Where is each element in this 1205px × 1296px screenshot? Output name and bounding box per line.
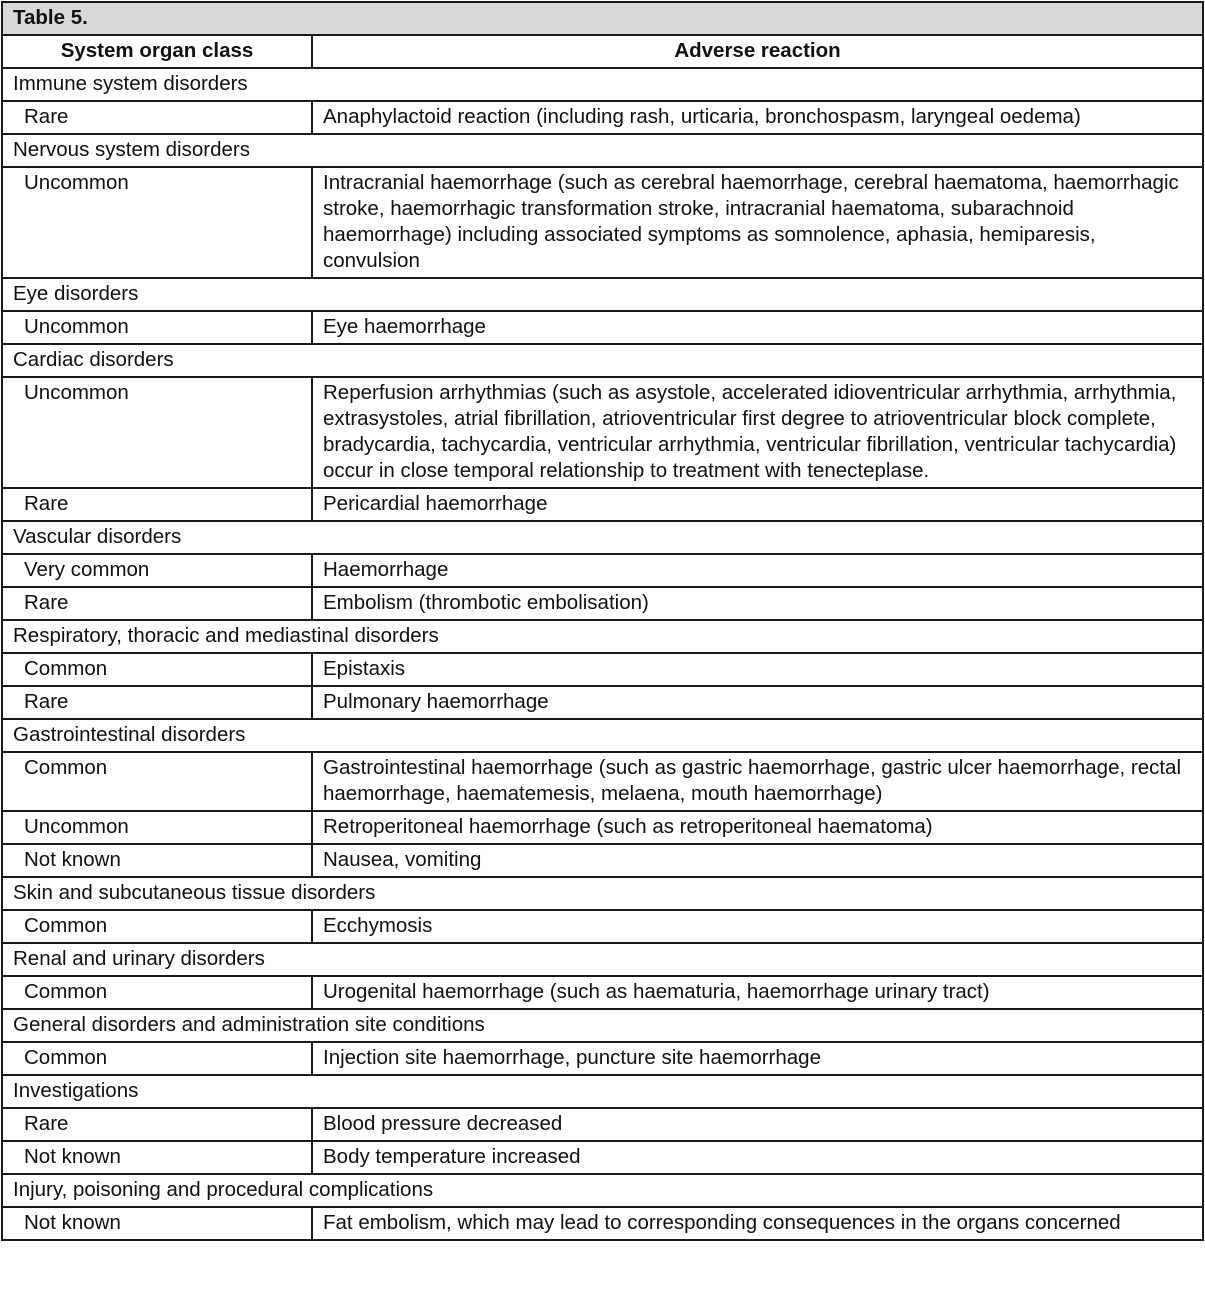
- system-organ-class-label: Investigations: [2, 1075, 1203, 1108]
- table-row: [2, 587, 1203, 620]
- category-row: [2, 1009, 1203, 1042]
- table-row: [2, 311, 1203, 344]
- adverse-reaction-cell: Reperfusion arrhythmias (such as asystole, accelerated idioventricular arrhythmia, arrhythmia, extrasystoles, atrial fibrillation, atrioventricular first degree to atrioventricular block complete, bradycardia, tachycardia, ventricular arrhythmia, ventricular fibrillation, ventricular tachycardia) occur in close temporal relationship to treatment with tenecteplase.: [312, 377, 1203, 488]
- adverse-reaction-cell: Fat embolism, which may lead to corresponding consequences in the organs concerned: [312, 1207, 1203, 1240]
- adverse-reaction-cell: Embolism (thrombotic embolisation): [312, 587, 1203, 620]
- adverse-reaction-cell: Nausea, vomiting: [312, 844, 1203, 877]
- adverse-reaction-cell: Pulmonary haemorrhage: [312, 686, 1203, 719]
- category-row: [2, 521, 1203, 554]
- table-row: [2, 844, 1203, 877]
- frequency-cell: Uncommon: [2, 811, 312, 844]
- adverse-reaction-cell: Pericardial haemorrhage: [312, 488, 1203, 521]
- table-row: [2, 686, 1203, 719]
- adverse-reaction-cell: Intracranial haemorrhage (such as cerebral haemorrhage, cerebral haematoma, haemorrhagic stroke, haemorrhagic transformation stroke, intracranial haematoma, subarachnoid haemorrhage) including associated symptoms as somnolence, aphasia, hemiparesis, convulsion: [312, 167, 1203, 278]
- system-organ-class-label: Gastrointestinal disorders: [2, 719, 1203, 752]
- category-row: [2, 68, 1203, 101]
- frequency-cell: Uncommon: [2, 167, 312, 278]
- system-organ-class-label: Renal and urinary disorders: [2, 943, 1203, 976]
- system-organ-class-label: Immune system disorders: [2, 68, 1203, 101]
- frequency-cell: Common: [2, 653, 312, 686]
- adverse-reaction-cell: Epistaxis: [312, 653, 1203, 686]
- frequency-cell: Common: [2, 752, 312, 811]
- category-row: [2, 719, 1203, 752]
- system-organ-class-label: General disorders and administration site conditions: [2, 1009, 1203, 1042]
- adverse-reaction-cell: Blood pressure decreased: [312, 1108, 1203, 1141]
- frequency-cell: Very common: [2, 554, 312, 587]
- category-row: [2, 1075, 1203, 1108]
- system-organ-class-label: Respiratory, thoracic and mediastinal disorders: [2, 620, 1203, 653]
- table-row: [2, 811, 1203, 844]
- column-header-system-organ-class: System organ class: [2, 35, 312, 68]
- frequency-cell: Rare: [2, 1108, 312, 1141]
- table-row: [2, 377, 1203, 488]
- adverse-reaction-cell: Body temperature increased: [312, 1141, 1203, 1174]
- table-row: [2, 167, 1203, 278]
- system-organ-class-label: Vascular disorders: [2, 521, 1203, 554]
- adverse-reaction-cell: Injection site haemorrhage, puncture site haemorrhage: [312, 1042, 1203, 1075]
- frequency-cell: Not known: [2, 1141, 312, 1174]
- system-organ-class-label: Nervous system disorders: [2, 134, 1203, 167]
- table-row: [2, 101, 1203, 134]
- frequency-cell: Not known: [2, 1207, 312, 1240]
- frequency-cell: Common: [2, 976, 312, 1009]
- frequency-cell: Rare: [2, 587, 312, 620]
- adverse-reaction-cell: Anaphylactoid reaction (including rash, urticaria, bronchospasm, laryngeal oedema): [312, 101, 1203, 134]
- table-title-row: [2, 2, 1203, 35]
- frequency-cell: Rare: [2, 488, 312, 521]
- adverse-reaction-cell: Gastrointestinal haemorrhage (such as gastric haemorrhage, gastric ulcer haemorrhage, rectal haemorrhage, haematemesis, melaena, mouth haemorrhage): [312, 752, 1203, 811]
- category-row: [2, 877, 1203, 910]
- category-row: [2, 134, 1203, 167]
- table-title: Table 5.: [2, 2, 1203, 35]
- adverse-reaction-cell: Urogenital haemorrhage (such as haematuria, haemorrhage urinary tract): [312, 976, 1203, 1009]
- frequency-cell: Rare: [2, 686, 312, 719]
- adverse-reaction-cell: Ecchymosis: [312, 910, 1203, 943]
- adverse-reaction-cell: Haemorrhage: [312, 554, 1203, 587]
- system-organ-class-label: Skin and subcutaneous tissue disorders: [2, 877, 1203, 910]
- adverse-reaction-cell: Eye haemorrhage: [312, 311, 1203, 344]
- table-row: [2, 976, 1203, 1009]
- table-header-row: [2, 35, 1203, 68]
- table-row: [2, 752, 1203, 811]
- system-organ-class-label: Cardiac disorders: [2, 344, 1203, 377]
- frequency-cell: Uncommon: [2, 311, 312, 344]
- table-row: [2, 1108, 1203, 1141]
- column-header-adverse-reaction: Adverse reaction: [312, 35, 1203, 68]
- category-row: [2, 344, 1203, 377]
- frequency-cell: Rare: [2, 101, 312, 134]
- table-row: [2, 910, 1203, 943]
- system-organ-class-label: Eye disorders: [2, 278, 1203, 311]
- table-row: [2, 1207, 1203, 1240]
- frequency-cell: Uncommon: [2, 377, 312, 488]
- category-row: [2, 620, 1203, 653]
- table-row: [2, 488, 1203, 521]
- table-row: [2, 1141, 1203, 1174]
- system-organ-class-label: Injury, poisoning and procedural complications: [2, 1174, 1203, 1207]
- category-row: [2, 943, 1203, 976]
- table-row: [2, 1042, 1203, 1075]
- table-row: [2, 554, 1203, 587]
- frequency-cell: Common: [2, 910, 312, 943]
- frequency-cell: Common: [2, 1042, 312, 1075]
- adverse-reaction-cell: Retroperitoneal haemorrhage (such as retroperitoneal haematoma): [312, 811, 1203, 844]
- category-row: [2, 1174, 1203, 1207]
- adverse-reactions-table: [1, 1, 1204, 1241]
- table-body: [2, 68, 1203, 1240]
- frequency-cell: Not known: [2, 844, 312, 877]
- table-row: [2, 653, 1203, 686]
- category-row: [2, 278, 1203, 311]
